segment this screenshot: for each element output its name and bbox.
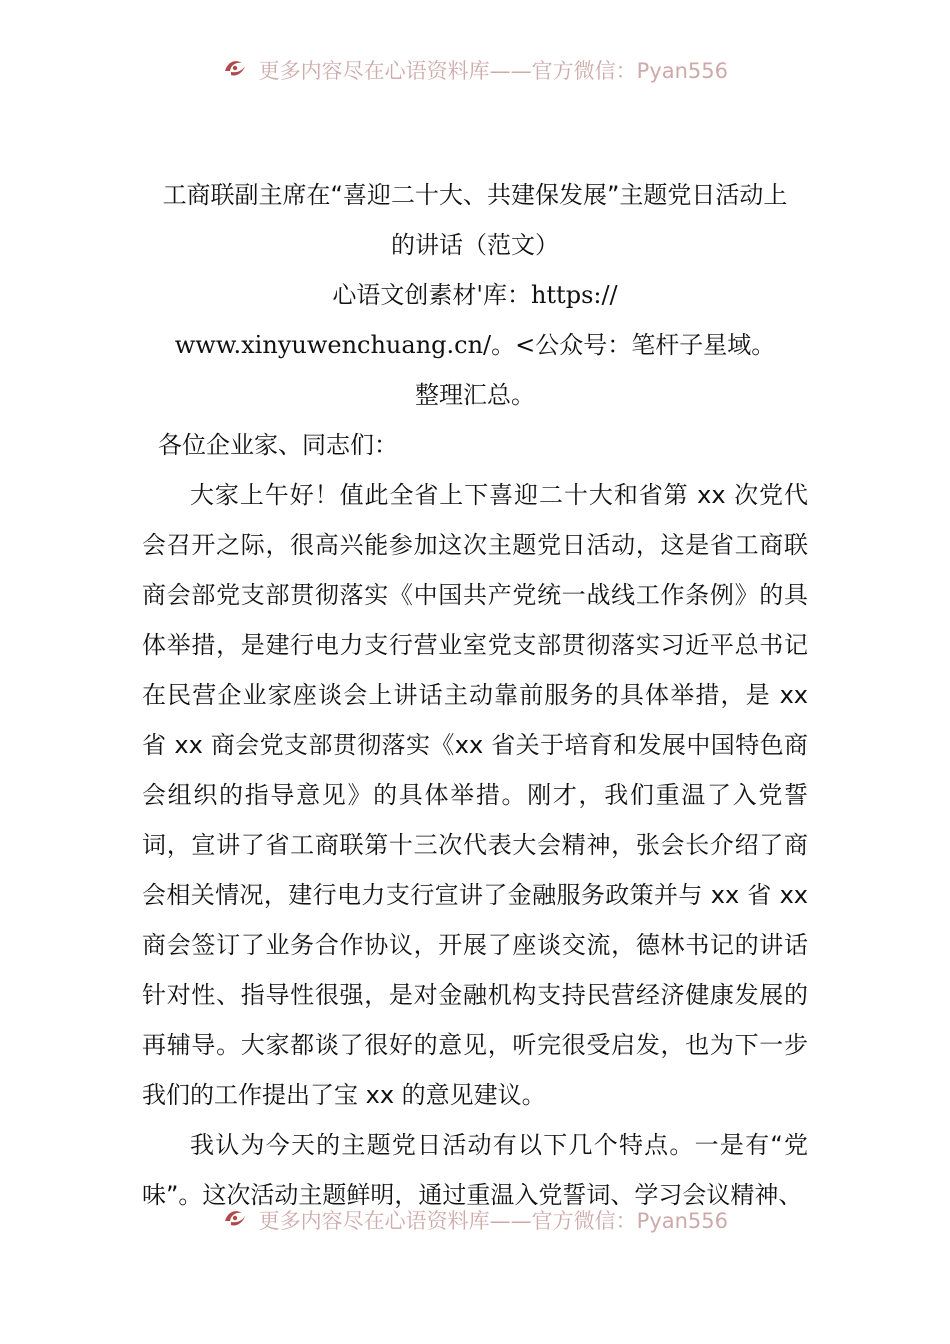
watermark-text: 更多内容尽在心语资料库——官方微信：Pyan556 bbox=[258, 59, 729, 83]
salutation: 各位企业家、同志们： bbox=[158, 431, 398, 459]
source-line-3: 整理汇总。 bbox=[415, 381, 535, 409]
watermark-logo-icon bbox=[222, 57, 248, 86]
paragraph: 大家上午好！值此全省上下喜迎二十大和省第 xx 次党代会召开之际，很高兴能参加这次主题党日活动，这是省工商联商会部党支部贯彻落实《中国共产党统一战线工作条例》的具体举措，是建行电力支行营业室党支部贯彻落实习近平总书记在民营企业家座谈会上讲话主动靠前服务的具体举措，是 xx 省 xx 商会党支部贯彻落实《xx 省关于培育和发展中国特色商会组织的指导意见》的具体举措。刚才，我们重温了入党誓词，宣讲了省工商联第十三次代表大会精神，张会长介绍了商会相关情况，建行电力支行宣讲了金融服务政策并与 xx 省 xx 商会签订了业务合作协议，开展了座谈交流，德林书记的讲话针对性、指导性很强，是对金融机构支持民营经济健康发展的再辅导。大家都谈了很好的意见，听完很受启发，也为下一步我们的工作提出了宝 xx 的意见建议。 bbox=[142, 481, 808, 1109]
watermark-header bbox=[0, 56, 950, 86]
title-line-2: 的讲话（范文） bbox=[391, 231, 559, 259]
watermark-text: 更多内容尽在心语资料库——官方微信：Pyan556 bbox=[258, 1209, 729, 1233]
document-title bbox=[0, 170, 950, 270]
document-body bbox=[142, 470, 808, 1220]
source-note bbox=[0, 270, 950, 420]
source-line-1: 心语文创素材'库：https:// bbox=[332, 281, 618, 309]
source-line-2: www.xinyuwenchuang.cn/。<公众号：笔杆子星域。 bbox=[174, 331, 776, 359]
watermark-logo-icon bbox=[222, 1207, 248, 1236]
watermark-footer bbox=[0, 1206, 950, 1236]
paragraph: 我认为今天的主题党日活动有以下几个特点。一是有“党味”。这次活动主题鲜明，通过重温入党誓词、学习会议精神、 bbox=[142, 1131, 808, 1209]
title-line-1: 工商联副主席在“喜迎二十大、共建保发展”主题党日活动上 bbox=[162, 181, 788, 209]
